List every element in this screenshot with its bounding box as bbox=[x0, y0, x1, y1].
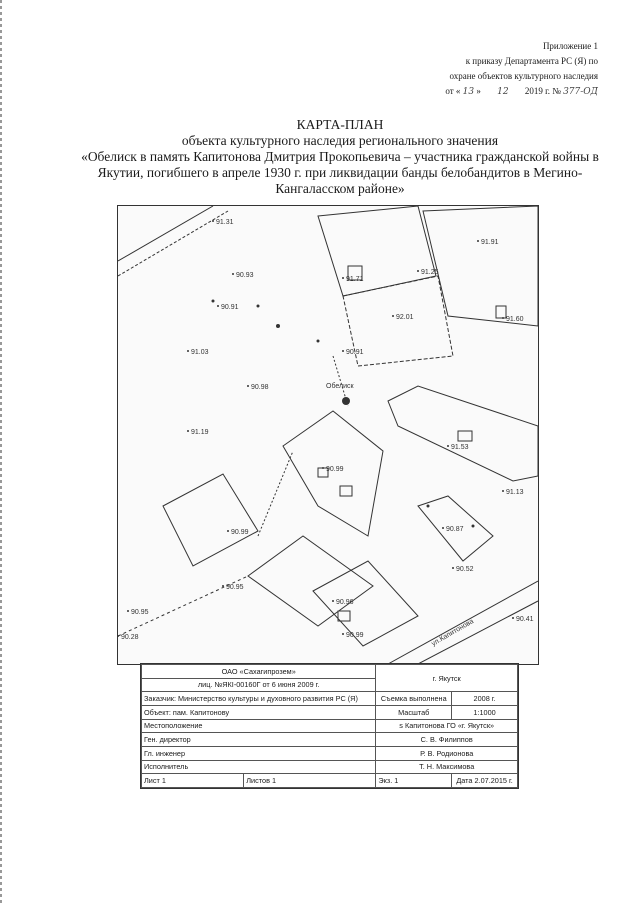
building bbox=[338, 611, 350, 621]
elevation-label: 90.99 bbox=[346, 632, 364, 639]
appendix-line-2: к приказу Департамента РС (Я) по bbox=[465, 56, 598, 66]
handwritten-day: 13 bbox=[462, 87, 475, 97]
elevation-point bbox=[392, 315, 394, 317]
elevation-point bbox=[127, 610, 129, 612]
elevation-point bbox=[447, 445, 449, 447]
stamp-date: Дата 2.07.2015 г. bbox=[452, 774, 518, 788]
site-plan-map bbox=[117, 205, 539, 665]
boundary-line bbox=[118, 206, 213, 261]
stamp-copy: Экз. 1 bbox=[376, 774, 452, 788]
elevation-point bbox=[342, 277, 344, 279]
elevation-label: 90.95 bbox=[226, 584, 244, 591]
elevation-label: 91.31 bbox=[216, 219, 234, 226]
building bbox=[458, 431, 472, 441]
street-label: ул.Капитонова bbox=[430, 617, 476, 648]
title-sub: объекта культурного наследия регионального значения bbox=[181, 133, 499, 148]
elevation-label: 91.25 bbox=[421, 269, 439, 276]
stamp-executor-label: Исполнитель bbox=[142, 760, 376, 774]
building bbox=[388, 386, 538, 481]
title-object-1: «Обелиск в память Капитонова Дмитрия Прокопьевича – участника гражданской войны в bbox=[81, 149, 599, 164]
stamp-city: г. Якутск bbox=[376, 665, 518, 692]
building bbox=[248, 536, 373, 626]
elevation-point bbox=[217, 305, 219, 307]
document-title bbox=[60, 117, 620, 197]
date-year: 2019 г. № bbox=[524, 86, 561, 96]
title-object-2: Якутии, погибшего в апреле 1930 г. при ликвидации банды белобандитов в Мегино- bbox=[97, 165, 583, 180]
stamp-license: лиц. №ЯКI-00160Г от 6 июня 2009 г. bbox=[142, 678, 376, 692]
elevation-point bbox=[187, 350, 189, 352]
stamp-survey-year: 2008 г. bbox=[452, 692, 518, 706]
stamp-scale-value: 1:1000 bbox=[452, 705, 518, 719]
stamp-engineer-label: Гл. инженер bbox=[142, 746, 376, 760]
elevation-label: 91.53 bbox=[451, 444, 469, 451]
elevation-point bbox=[417, 270, 419, 272]
appendix-line-1: Приложение 1 bbox=[542, 41, 598, 51]
title-block-stamp bbox=[140, 663, 519, 789]
elevation-point bbox=[452, 567, 454, 569]
elevation-point bbox=[502, 490, 504, 492]
elevation-point bbox=[512, 617, 514, 619]
elevation-point bbox=[502, 317, 504, 319]
elevation-label: 90.99 bbox=[326, 466, 344, 473]
boundary-line bbox=[118, 211, 228, 276]
building bbox=[163, 474, 258, 566]
stamp-location-label: Местоположение bbox=[142, 719, 376, 733]
elevation-point bbox=[322, 467, 324, 469]
elevation-label: 90.93 bbox=[236, 272, 254, 279]
map-drawing bbox=[118, 206, 538, 664]
building bbox=[283, 411, 383, 536]
elevation-point bbox=[212, 220, 214, 222]
stamp-org: ОАО «Сахагипрозем» bbox=[142, 665, 376, 679]
plot-outline bbox=[318, 206, 436, 296]
title-main: КАРТА-ПЛАН bbox=[296, 117, 384, 132]
elevation-label: 91.91 bbox=[481, 239, 499, 246]
elevation-label: 91.13 bbox=[506, 489, 524, 496]
elevation-point bbox=[187, 430, 189, 432]
elevation-label: 92.01 bbox=[396, 314, 414, 321]
elevation-label: 91.71 bbox=[346, 276, 364, 283]
elevation-point bbox=[332, 600, 334, 602]
appendix-header bbox=[445, 39, 598, 100]
stamp-object: Объект: пам. Капитонову bbox=[142, 705, 376, 719]
elevation-label: 90.28 bbox=[121, 634, 139, 641]
scan-edge-shadow bbox=[0, 0, 2, 905]
elevation-point bbox=[227, 530, 229, 532]
appendix-date-line bbox=[445, 84, 598, 100]
path-line bbox=[258, 451, 293, 536]
building bbox=[313, 561, 418, 646]
elevation-labels bbox=[118, 219, 534, 641]
elevation-label: 90.41 bbox=[516, 616, 534, 623]
elevation-label: 90.87 bbox=[446, 526, 464, 533]
elevation-point bbox=[342, 633, 344, 635]
stamp-sheet: Лист 1 bbox=[142, 774, 244, 788]
plot-outline bbox=[423, 206, 538, 326]
elevation-label: 90.98 bbox=[251, 384, 269, 391]
stamp-survey: Съемка выполнена bbox=[376, 692, 452, 706]
stamp-director-name: С. В. Филиппов bbox=[376, 733, 518, 747]
elevation-point bbox=[477, 240, 479, 242]
obelisk-marker bbox=[342, 397, 350, 405]
stamp-location-value: ѕ Капитонова ГО «г. Якутск» bbox=[376, 719, 518, 733]
elevation-point bbox=[342, 350, 344, 352]
stamp-executor-name: Т. Н. Максимова bbox=[376, 760, 518, 774]
date-mid: » bbox=[476, 86, 481, 96]
elevation-label: 90.96 bbox=[336, 599, 354, 606]
elevation-label: 90.52 bbox=[456, 566, 474, 573]
building bbox=[340, 486, 352, 496]
elevation-point bbox=[222, 585, 224, 587]
stamp-sheets: Листов 1 bbox=[244, 774, 376, 788]
elevation-label: 90.95 bbox=[131, 609, 149, 616]
handwritten-month: 12 bbox=[497, 87, 509, 97]
handwritten-number: 377-ОД bbox=[563, 87, 598, 97]
elevation-point bbox=[232, 273, 234, 275]
stamp-engineer-name: Р. В. Родионова bbox=[376, 746, 518, 760]
appendix-line-3: охране объектов культурного наследия bbox=[449, 71, 598, 81]
elevation-point bbox=[247, 385, 249, 387]
elevation-point bbox=[442, 527, 444, 529]
elevation-label: 90.91 bbox=[346, 349, 364, 356]
stamp-customer: Заказчик: Министерство культуры и духовного развития РС (Я) bbox=[142, 692, 376, 706]
obelisk-label: Обелиск bbox=[326, 383, 354, 390]
elevation-label: 91.60 bbox=[506, 316, 524, 323]
elevation-label: 91.19 bbox=[191, 429, 209, 436]
street-edge bbox=[418, 601, 538, 664]
building bbox=[496, 306, 506, 318]
elevation-label: 91.03 bbox=[191, 349, 209, 356]
stamp-scale-label: Масштаб bbox=[376, 705, 452, 719]
title-object-3: Кангаласском районе» bbox=[275, 181, 405, 196]
stamp-director-label: Ген. директор bbox=[142, 733, 376, 747]
elevation-label: 90.99 bbox=[231, 529, 249, 536]
date-prefix: от « bbox=[445, 86, 461, 96]
elevation-label: 90.91 bbox=[221, 304, 239, 311]
